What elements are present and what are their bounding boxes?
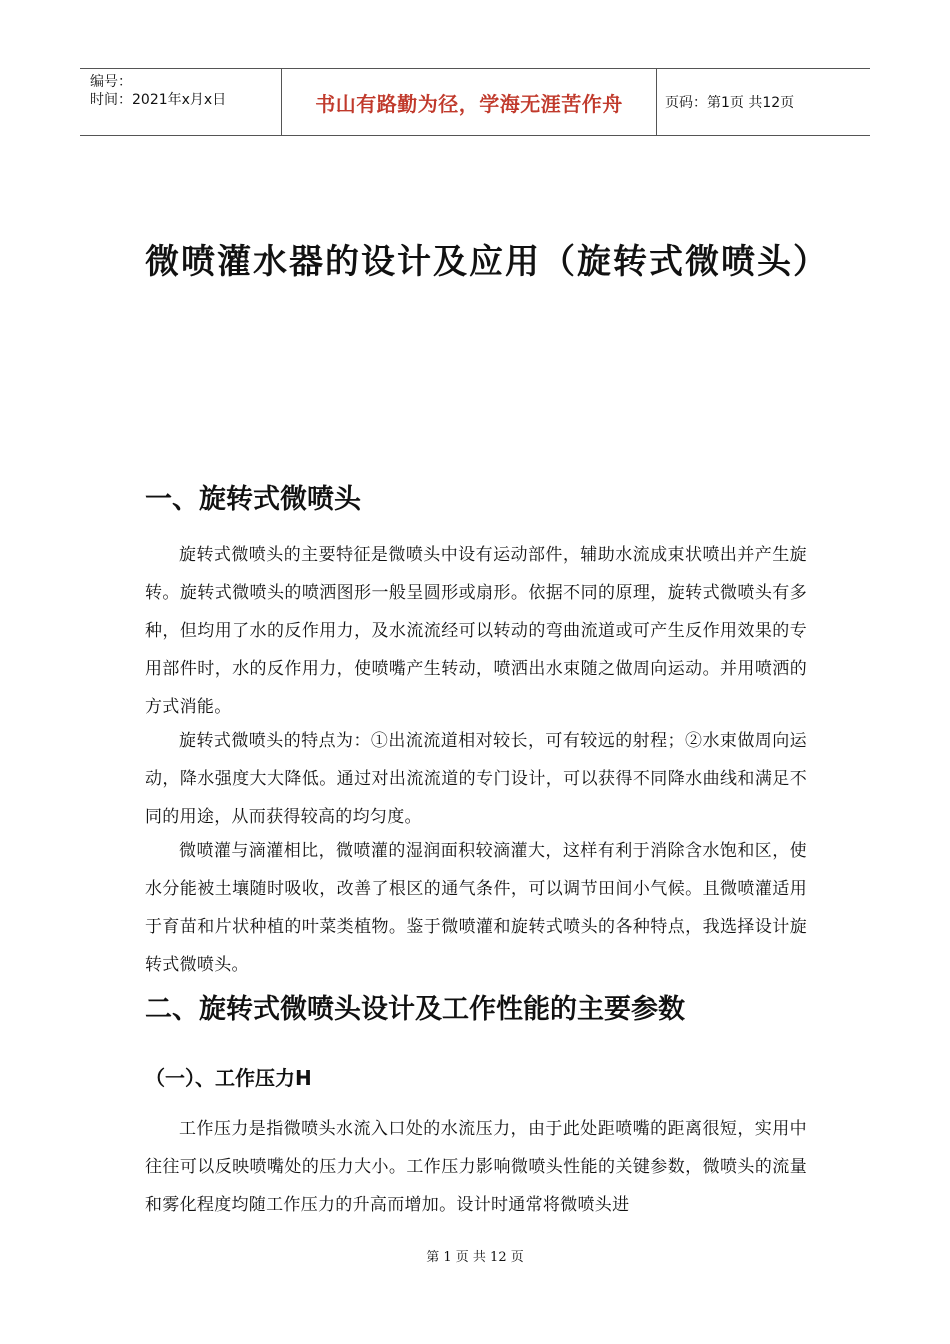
page-header <box>80 68 870 136</box>
section-heading-2: 二、旋转式微喷头设计及工作性能的主要参数 <box>145 994 685 1025</box>
subsection-heading-1: （一）、工作压力H <box>145 1066 312 1090</box>
paragraph-2: 旋转式微喷头的特点为：①出流流道相对较长，可有较远的射程；②水束做周向运动，降水强度大大降低。通过对出流流道的专门设计，可以获得不同降水曲线和满足不同的用途，从而获得较高的均匀度。 <box>145 731 807 827</box>
header-time-label: 时间：2021年x月x日 <box>90 92 227 108</box>
header-page-info: 页码：第1页 共12页 <box>665 95 795 111</box>
page-footer: 第 1 页 共 12 页 <box>426 1250 524 1265</box>
paragraph-4: 工作压力是指微喷头水流入口处的水流压力，由于此处距喷嘴的距离很短，实用中往往可以反映喷嘴处的压力大小。工作压力影响微喷头性能的关键参数，微喷头的流量和雾化程度均随工作压力的升高而增加。设计时通常将微喷头进 <box>145 1119 807 1215</box>
document-title: 微喷灌水器的设计及应用（旋转式微喷头） <box>145 242 829 282</box>
header-meta <box>80 69 281 135</box>
header-motto: 书山有路勤为径，学海无涯苦作舟 <box>281 69 657 135</box>
header-number-label: 编号： <box>90 74 132 90</box>
section-heading-1: 一、旋转式微喷头 <box>145 484 361 515</box>
paragraph-1: 旋转式微喷头的主要特征是微喷头中设有运动部件，辅助水流成束状喷出并产生旋转。旋转式微喷头的喷洒图形一般呈圆形或扇形。依据不同的原理，旋转式微喷头有多种，但均用了水的反作用力，及水流流经可以转动的弯曲流道或可产生反作用效果的专用部件时，水的反作用力，使喷嘴产生转动，喷洒出水束随之做周向运动。并用喷洒的方式消能。 <box>145 545 807 717</box>
paragraph-3: 微喷灌与滴灌相比，微喷灌的湿润面积较滴灌大，这样有利于消除含水饱和区，使水分能被土壤随时吸收，改善了根区的通气条件，可以调节田间小气候。且微喷灌适用于育苗和片状种植的叶菜类植物。鉴于微喷灌和旋转式喷头的各种特点，我选择设计旋转式微喷头。 <box>145 841 807 975</box>
